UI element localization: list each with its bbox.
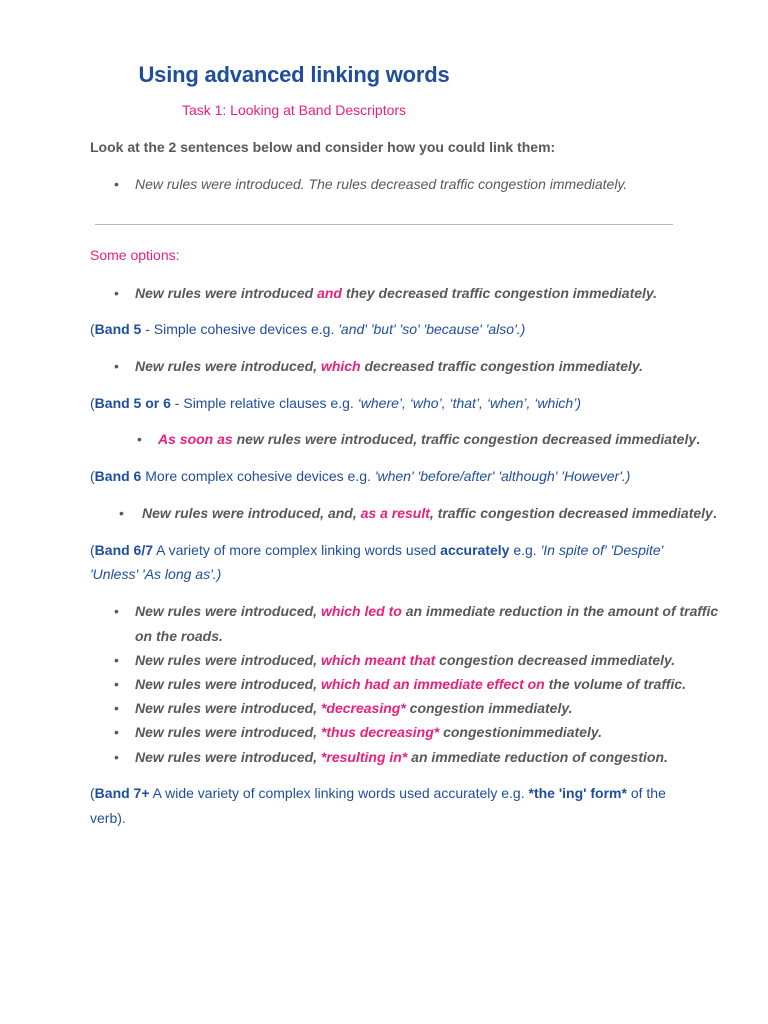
bullet-icon: • [114, 652, 119, 668]
example-text: New rules were introduced, [135, 603, 321, 619]
band-examples: 'In spite of' 'Despite' [540, 542, 664, 558]
bullet-icon: • [114, 285, 119, 301]
bullet-icon: • [114, 603, 119, 619]
paren: ( [90, 542, 95, 558]
example-text: New rules were introduced, [135, 652, 321, 668]
paren: ( [90, 468, 95, 484]
example-text: New rules were introduced, [135, 676, 321, 692]
band-5-descriptor [90, 319, 525, 339]
example-thus-decreasing [135, 722, 602, 742]
example-text: New rules were introduced [135, 285, 318, 301]
options-heading: Some options: [90, 247, 180, 263]
linking-word: *thus decreasing* [320, 724, 440, 740]
band-description: of the [626, 785, 666, 801]
example-text: congestionimmediately. [439, 724, 603, 740]
band-label: Band 5 or 6 [94, 395, 171, 411]
paren: ( [90, 785, 95, 801]
example-text: the volume of traffic. [544, 676, 687, 692]
example-decreasing [135, 698, 573, 718]
paren: ( [90, 395, 95, 411]
example-text: they decreased traffic congestion immediately. [341, 285, 658, 301]
paren: ( [90, 321, 95, 337]
example-as-soon-as [158, 429, 700, 449]
example-text: New rules were introduced, [135, 358, 321, 374]
linking-word: which meant that [320, 652, 436, 668]
band-label: Band 5 [94, 321, 142, 337]
linking-word: *resulting in* [320, 749, 408, 765]
band-description: - Simple relative clauses e.g. [170, 395, 358, 411]
bullet-icon: • [137, 431, 142, 447]
linking-word: as a result [360, 505, 430, 521]
band-examples: ‘where’, ‘who’, ‘that’, ‘when’, ‘which’) [357, 395, 581, 411]
example-text: . [696, 431, 701, 447]
band-5-6-descriptor [90, 393, 581, 413]
band-7-descriptor-cont: verb). [90, 810, 126, 826]
linking-word: which [320, 358, 361, 374]
linking-word: *decreasing* [320, 700, 406, 716]
linking-word: As soon as [158, 431, 233, 447]
bullet-icon: • [119, 505, 124, 521]
linking-word: which had an immediate effect on [320, 676, 545, 692]
example-text: new rules were introduced, traffic congestion decreased immediately [232, 431, 697, 447]
example-which [135, 356, 643, 376]
band-6-7-examples-cont: 'Unless' 'As long as'.) [90, 566, 222, 582]
example-which-had-effect [135, 674, 686, 694]
band-label: Band 6 [94, 468, 142, 484]
example-as-a-result [142, 503, 717, 523]
linking-word: which led to [320, 603, 402, 619]
example-text: an immediate reduction in the amount of traffic [401, 603, 719, 619]
bullet-icon: • [114, 724, 119, 740]
band-description: e.g. [509, 542, 541, 558]
linking-word: and [317, 285, 342, 301]
example-text: New rules were introduced, [135, 749, 321, 765]
example-which-led-to [135, 601, 718, 621]
example-text-cont: on the roads. [135, 628, 223, 644]
example-text: decreased traffic congestion immediately. [360, 358, 644, 374]
example-text: congestion decreased immediately. [435, 652, 676, 668]
band-description: A variety of more complex linking words used [153, 542, 441, 558]
example-text: New rules were introduced, and, [142, 505, 361, 521]
band-7-descriptor [90, 783, 666, 803]
example-which-meant-that [135, 650, 675, 670]
bullet-icon: • [114, 700, 119, 716]
intro-text: Look at the 2 sentences below and consider how you could link them: [90, 139, 556, 155]
example-text: . [712, 505, 717, 521]
example-text: , traffic congestion decreased immediately [429, 505, 713, 521]
band-description: More complex cohesive devices e.g. [141, 468, 375, 484]
band-description: - Simple cohesive devices e.g. [141, 321, 339, 337]
divider [95, 224, 673, 225]
band-6-descriptor [90, 466, 630, 486]
band-examples: 'when' 'before/after' 'although' 'However'.) [374, 468, 631, 484]
bullet-icon: • [114, 358, 119, 374]
band-6-7-descriptor [90, 540, 663, 560]
example-text: congestion immediately. [405, 700, 573, 716]
band-emphasis: *the 'ing' form* [528, 785, 627, 801]
bullet-icon: • [114, 749, 119, 765]
page-subtitle: Task 1: Looking at Band Descriptors [181, 102, 407, 118]
example-resulting-in [135, 747, 668, 767]
bullet-icon: • [114, 176, 119, 192]
band-examples: 'and' 'but' 'so' 'because' 'also'.) [338, 321, 526, 337]
bullet-icon: • [114, 676, 119, 692]
example-text: an immediate reduction of congestion. [407, 749, 668, 765]
example-and [135, 283, 657, 303]
page-title: Using advanced linking words [138, 62, 450, 87]
band-description: A wide variety of complex linking words used accurately e.g. [149, 785, 529, 801]
original-sentence: New rules were introduced. The rules decreased traffic congestion immediately. [135, 176, 628, 192]
band-emphasis: accurately [440, 542, 510, 558]
example-text: New rules were introduced, [135, 700, 321, 716]
band-label: Band 6/7 [94, 542, 154, 558]
band-label: Band 7+ [94, 785, 150, 801]
example-text: New rules were introduced, [135, 724, 321, 740]
